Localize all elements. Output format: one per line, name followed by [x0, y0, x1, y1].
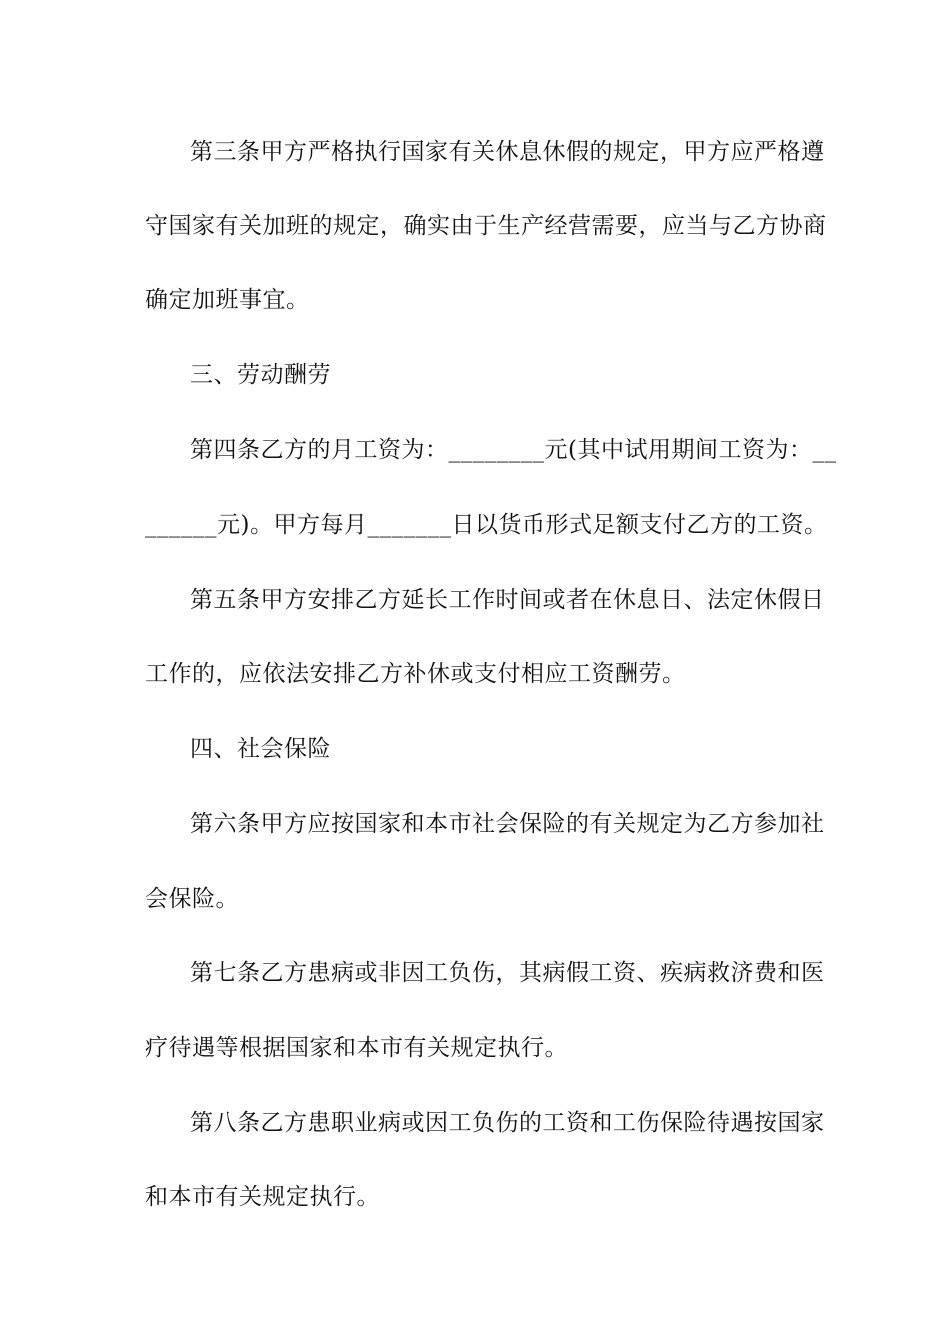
article-3-line-1: 第三条甲方严格执行国家有关休息休假的规定，甲方应严格遵 — [190, 139, 825, 165]
article-7-line-2: 疗待遇等根据国家和本市有关规定执行。 — [145, 1035, 568, 1061]
article-6-line-1: 第六条甲方应按国家和本市社会保险的有关规定为乙方参加社 — [190, 811, 825, 837]
article-5-line-2: 工作的，应依法安排乙方补休或支付相应工资酬劳。 — [145, 661, 686, 687]
article-4-line-2: ______元)。甲方每月_______日以货币形式足额支付乙方的工资。 — [145, 512, 828, 538]
article-6-line-2: 会保险。 — [145, 886, 239, 912]
article-4-line-1: 第四条乙方的月工资为：________元(其中试用期间工资为：__ — [190, 437, 837, 463]
article-3-line-2: 守国家有关加班的规定，确实由于生产经营需要，应当与乙方协商 — [145, 213, 827, 239]
section-heading-4: 四、社会保险 — [190, 736, 331, 762]
section-heading-3: 三、劳动酬劳 — [190, 362, 331, 388]
article-3-line-3: 确定加班事宜。 — [145, 287, 310, 313]
article-8-line-2: 和本市有关规定执行。 — [145, 1184, 380, 1210]
article-8-line-1: 第八条乙方患职业病或因工负伤的工资和工伤保险待遇按国家 — [190, 1110, 825, 1136]
article-5-line-1: 第五条甲方安排乙方延长工作时间或者在休息日、法定休假日 — [190, 587, 825, 613]
article-7-line-1: 第七条乙方患病或非因工负伤，其病假工资、疾病救济费和医 — [190, 960, 825, 986]
